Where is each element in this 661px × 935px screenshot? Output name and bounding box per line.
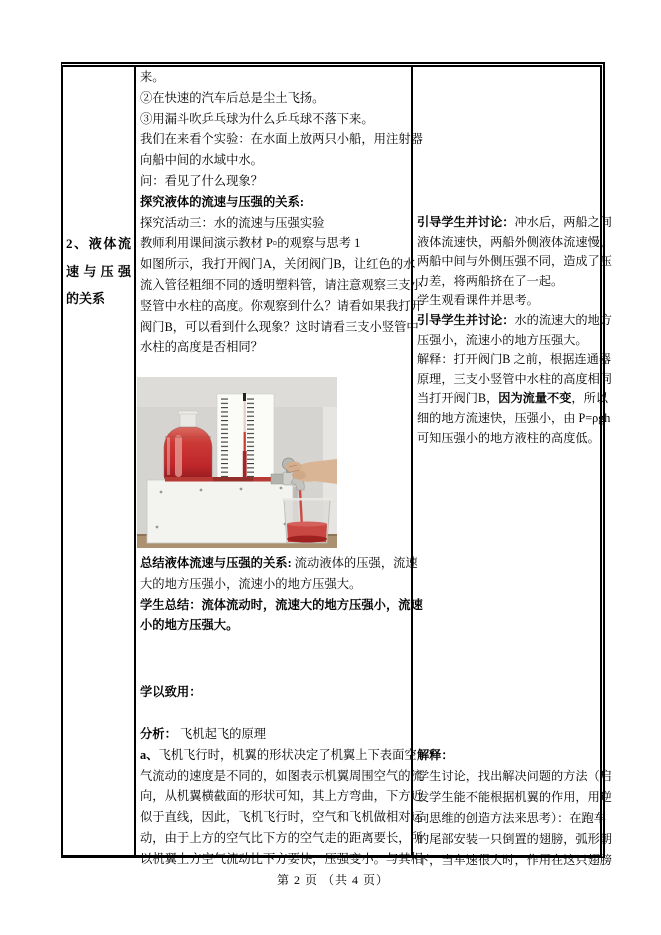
text-line: 力差，将两船挤在了一起。 (417, 273, 564, 288)
text-line: 阀门B，可以看到什么现象？这时请看三支小竖管中 (140, 319, 419, 334)
text-line: 解释： (417, 748, 454, 762)
column-teacher-guidance (413, 67, 612, 867)
column-topic (63, 67, 136, 855)
text-line: 教师利用课间演示教材 P▫的观察与思考 1 (140, 236, 361, 251)
text-line: 如图所示，我打开阀门A，关闭阀门B，让红色的水 (140, 257, 416, 272)
text-line: 竖管中水柱的高度。你观察到什么？请看如果我打开 (140, 298, 423, 313)
text-line: 的关系 (66, 291, 106, 306)
text-line: 两船中间与外侧压强不同，造成了压 (417, 254, 612, 269)
guidance-text-block (417, 213, 612, 448)
text-line: 引导学生并讨论：冲水后，两船之间 (417, 215, 612, 229)
text-line: 似于直线，因此，飞机飞行时，空气和飞机做相对运 (140, 810, 423, 825)
text-line: ③用漏斗吹乒乓球为什么乒乓球不落下来。 (140, 111, 374, 126)
text-line: 问：看见了什么现象？ (140, 173, 263, 188)
intro-text-block (140, 67, 423, 358)
text-line: 水柱的高度是否相同？ (140, 340, 263, 355)
text-line: 以机翼上方空气流动比下方要快，压强变小。与其相 (140, 851, 423, 866)
lesson-plan-table (61, 62, 612, 867)
text-line: 学以致用： (140, 685, 202, 699)
text-line: 小的地方压强大。 (140, 618, 239, 633)
text-line: 速与压强 (66, 263, 131, 279)
text-line: 学生总结：流体流动时，流速大的地方压强小，流速 (140, 597, 423, 612)
text-line: a、飞机飞行时，机翼的形状决定了机翼上下表面空 (140, 747, 417, 762)
text-line: ②在快速的汽车后总是尘土飞扬。 (140, 90, 325, 105)
analysis-text-block (140, 724, 423, 870)
text-line: 总结液体流速与压强的关系: 流动液体的压强，流速 (140, 556, 418, 570)
text-line: 学生观看课件并思考。 (417, 293, 539, 308)
column-teaching-content (136, 67, 423, 866)
experiment-photo (137, 377, 337, 548)
text-line: 分析： 飞机起飞的原理 (140, 727, 267, 741)
text-line: 向船中间的水域中水。 (140, 153, 263, 168)
topic-heading (66, 230, 131, 313)
text-line: 向，从机翼横截面的形状可知，其上方弯曲，下方近 (140, 789, 423, 804)
text-line: 大的地方压强小，流速小的地方压强大。 (140, 576, 362, 591)
text-line: 探究活动三：水的流速与压强实验 (140, 215, 325, 230)
text-line: 液体流速快，两船外侧液体流速慢， (417, 234, 612, 249)
text-line: 发学生能不能根据机翼的作用，用逆 (417, 790, 612, 804)
text-line: 原理，三支小竖管中水柱的高度相同 (417, 371, 612, 386)
explain-text-block (417, 745, 612, 871)
text-line: 下，当车速很大时，作用在这只翅膀 (417, 853, 612, 867)
page-number-footer: 第 2 页 （共 4 页） (276, 873, 389, 887)
text-line: 来。 (140, 70, 165, 84)
text-line: 探究液体的流速与压强的关系: (140, 194, 304, 209)
text-line: 我们在来看个实验：在水面上放两只小船，用注射器 (140, 132, 423, 147)
text-line: 的尾部安装一只倒置的翅膀，弧形朝 (417, 832, 612, 846)
apparatus-box (147, 480, 298, 543)
text-line: 学生讨论，找出解决问题的方法（启 (417, 769, 612, 783)
text-line: 当打开阀门B，因为流量不变，所以 (417, 391, 608, 406)
text-line: 压强小，流速小的地方压强大。 (417, 332, 588, 347)
text-line: 细的地方流速快，压强小，由 P=ρgh (417, 410, 611, 425)
text-line: 流入管径粗细不同的透明塑料管，请注意观察三支小 (140, 277, 423, 292)
text-line: 可知压强小的地方液柱的高度低。 (417, 430, 600, 445)
apply-heading-block (140, 682, 202, 703)
rubber-tube (165, 477, 289, 482)
summary-text-block (140, 553, 423, 636)
text-line: 解释：打开阀门B 之前，根据连通器 (417, 352, 611, 367)
text-line: 2、液体流 (66, 236, 131, 251)
text-line: 气流动的速度是不同的，如图表示机翼周围空气的流 (140, 768, 423, 783)
experiment-photo-svg (137, 377, 337, 548)
text-line: 向思维的创造方法来思考）：在跑车 (417, 811, 606, 825)
text-line: 动，由于上方的空气比下方的空气走的距离要长，所 (140, 830, 423, 845)
text-line: 引导学生并讨论：水的流速大的地方 (417, 312, 612, 327)
